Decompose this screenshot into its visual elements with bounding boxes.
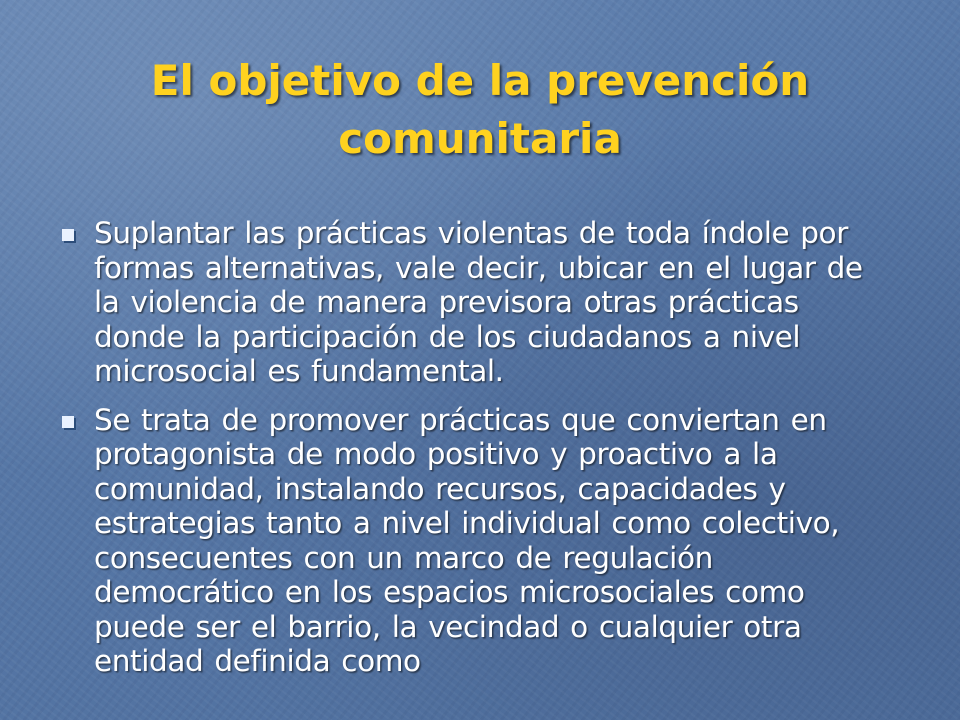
- square-bullet-icon: [62, 416, 74, 428]
- square-bullet-icon: [62, 229, 74, 241]
- bullet-item: [60, 403, 895, 679]
- bullet-text: Suplantar las prácticas violentas de toda índole por formas alternativas, vale decir, ubicar en el lugar de la violencia de manera previsora otras prácticas donde la participación de los ciudadanos a nivel microsocial es fundamental.: [94, 216, 863, 388]
- slide-title: El objetivo de la prevención comunitaria: [150, 56, 810, 163]
- bullet-item: [60, 216, 895, 389]
- bullet-list: [60, 216, 895, 693]
- bullet-text: Se trata de promover prácticas que conviertan en protagonista de modo positivo y proactivo a la comunidad, instalando recursos, capacidades y estrategias tanto a nivel individual como colectivo, consecuentes con un marco de regulación democrático en los espacios microsociales como puede ser el barrio, la vecindad o cualquier otra entidad definida como: [94, 402, 840, 678]
